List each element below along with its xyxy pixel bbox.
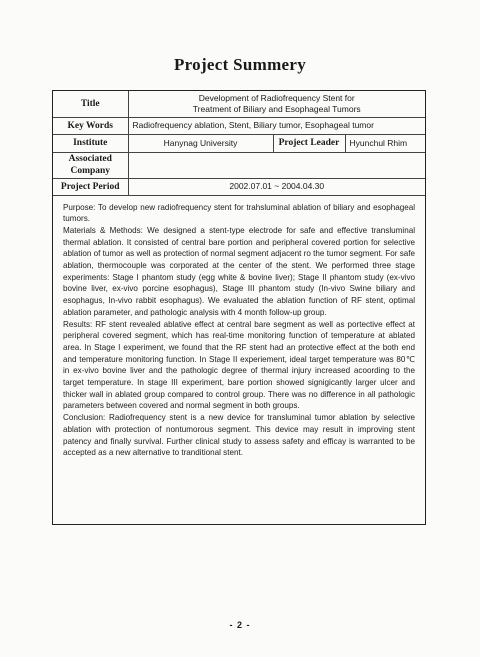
institute-label: Institute <box>53 134 128 152</box>
institute-value: Hanynag University <box>128 134 273 152</box>
period-row <box>53 178 425 195</box>
summary-body <box>53 196 425 459</box>
leader-label: Project Leader <box>273 134 345 152</box>
company-label-line2: Company <box>70 166 111 176</box>
purpose-paragraph: Purpose: To develop new radiofrequency stent for trahsluminal ablation of biliary and esophageal tumors. <box>63 202 415 224</box>
title-value-line2: Treatment of Biliary and Esophageal Tumors <box>192 103 361 114</box>
title-value-line1: Development of Radiofrequency Stent for <box>198 92 355 103</box>
conclusion-paragraph: Conclusion: Radiofrequency stent is a new device for transluminal tumor ablation by selective ablation with protection of nontumorous segment. This device may result in improving stent patency and finally survival. Further clinical study to assess safety and efficay is warranted to be accepted as a new alternative to tranditional stent. <box>63 413 415 458</box>
title-row <box>53 91 425 117</box>
title-label: Title <box>53 91 128 117</box>
summary-sheet <box>52 90 426 525</box>
company-label <box>53 152 128 178</box>
title-value <box>128 91 425 117</box>
keywords-value: Radiofrequency ablation, Stent, Biliary tumor, Esophageal tumor <box>128 117 425 134</box>
page-number: - 2 - <box>229 620 251 630</box>
keywords-label: Key Words <box>53 117 128 134</box>
company-value <box>128 152 425 178</box>
page-title: Project Summery <box>173 55 307 74</box>
company-row <box>53 152 425 178</box>
project-info-table <box>53 91 425 196</box>
leader-value: Hyunchul Rhim <box>345 134 425 152</box>
institute-row <box>53 134 425 152</box>
period-value: 2002.07.01 ~ 2004.04.30 <box>128 178 425 195</box>
results-paragraph: Results: RF stent revealed ablative effect at central bare segment as well as portective effect at peripheral covered segment, which has real-time monitoring function of temperature at ablated area. In Stage I experiment, we found that the RF stent had an protective effect at the both end and temperature monitoring function. In Stage II experiement, ideal target temperature was 80℃ in ex-vivo bovine liver and the pathologic degree of thermal injury increased acoording to the target temperature. In stage III experiment, bare portion showed signigicantly larger ulcer and thicker wall in ablated group compared to control group. There was no difference in all pathologic parameters between covered and normal segment in both groups. <box>63 319 415 411</box>
company-label-line1: Associated <box>68 154 112 164</box>
period-label: Project Period <box>53 178 128 195</box>
keywords-row <box>53 117 425 134</box>
methods-paragraph: Materials & Methods: We designed a stent-type electrode for safe and effective transluminal thermal ablation. It consisted of central bare portion and peripheral covered portion for selective ablation of tumor as well as protection of normal segment adjacent ro the tumor segment. For safe ablation, thermocouple was corporated at the center of the stent. We performed three stage experiments: Stage I phantom study (egg white & bovine liver); Stage II phantom study (ex-vivo bovine liver, ex-vivo porcine esophagus), Stage III phantom study (In-vivo Swine biliary and esophagus, In-vivo rabbit esophagus). We evaluated the ablation function of RF stent, optimal ablation parameter, and pathologic analysis with 4 month follow-up group. <box>63 225 415 317</box>
